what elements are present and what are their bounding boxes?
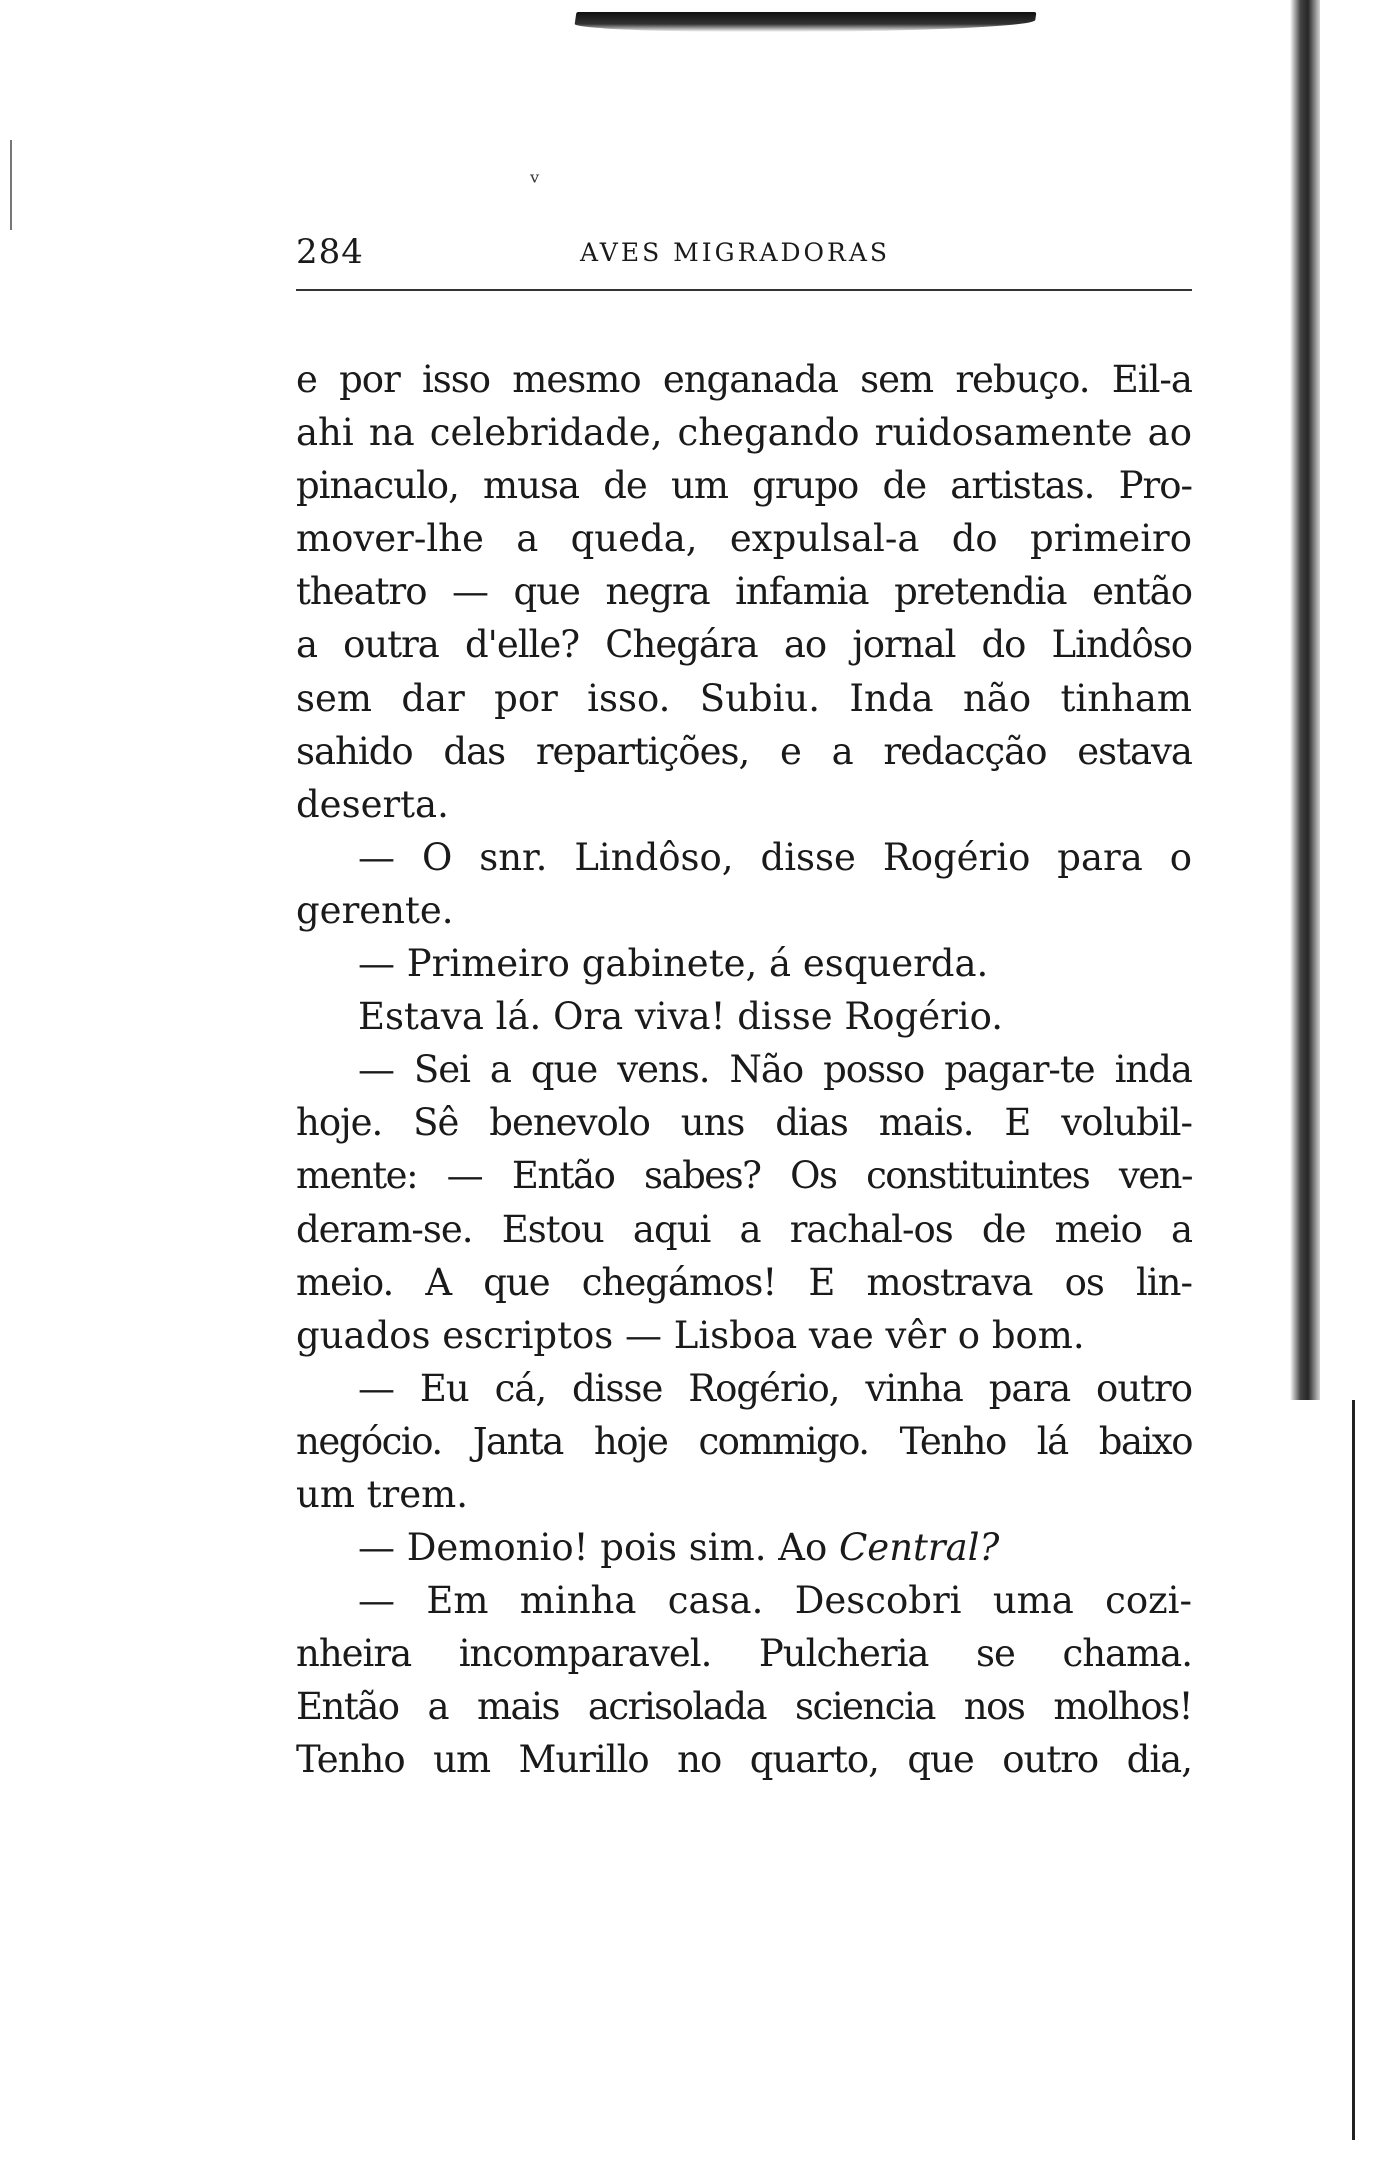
text-line: — O snr. Lindôso, disse Rogério para o — [358, 835, 1192, 879]
text-line: sahido das repartições, e a redacção estava — [296, 729, 1192, 773]
text-line: pinaculo, musa de um grupo de artistas. Pro- — [296, 464, 1192, 508]
text-line: — Sei a que vens. Não posso pagar-te inda — [358, 1048, 1192, 1092]
text-line: e por isso mesmo enganada sem rebuço. Eil-a — [296, 358, 1192, 401]
scan-speck: ᵛ — [530, 168, 540, 198]
text-line: negócio. Janta hoje commigo. Tenho lá baixo — [296, 1419, 1192, 1463]
text-line: deram-se. Estou aqui a rachal-os de meio a — [296, 1207, 1192, 1251]
text-line: nheira incomparavel. Pulcheria se chama. — [296, 1632, 1192, 1676]
text-line: mente: — Então sabes? Os constituintes ven- — [296, 1154, 1192, 1198]
text-line: mover-lhe a queda, expulsal-a do primeiro — [296, 517, 1192, 561]
text-line: Tenho um Murillo no quarto, que outro dia, — [296, 1738, 1192, 1782]
text-line: gerente. — [296, 888, 454, 932]
scan-mark-left — [10, 140, 12, 230]
page-header — [296, 228, 1192, 288]
italic-word: Central? — [838, 1526, 1000, 1570]
running-title: AVES MIGRADORAS — [580, 238, 891, 267]
header-rule — [296, 289, 1192, 291]
text-line: — Eu cá, disse Rogério, vinha para outro — [358, 1366, 1192, 1410]
text-line: — Primeiro gabinete, á esquerda. — [358, 942, 989, 986]
text-line: a outra d'elle? Chegára ao jornal do Lindôso — [296, 623, 1192, 667]
body-text — [296, 353, 1192, 1787]
text-line: Estava lá. Ora viva! disse Rogério. — [358, 995, 1004, 1039]
scan-shadow-right-edge — [1290, 0, 1320, 1400]
text-line: um trem. — [296, 1472, 468, 1516]
scan-shadow-right-line — [1352, 1400, 1355, 2140]
text-line: ahi na celebridade, chegando ruidosamente ao — [296, 411, 1192, 455]
text-line — [296, 1521, 1192, 1574]
text-line: sem dar por isso. Subiu. Inda não tinham — [296, 676, 1192, 720]
text-line: meio. A que chegámos! E mostrava os lin- — [296, 1260, 1192, 1304]
text-line: — Em minha casa. Descobri uma cozi- — [358, 1579, 1192, 1623]
text-line: theatro — que negra infamia pretendia então — [296, 570, 1192, 614]
text-line: Então a mais acrisolada sciencia nos molhos! — [296, 1685, 1192, 1729]
text-line-start: — Demonio! pois sim. Ao — [358, 1526, 839, 1570]
text-line: hoje. Sê benevolo uns dias mais. E volubil- — [296, 1101, 1192, 1145]
text-line: deserta. — [296, 782, 449, 826]
scan-shadow-top — [574, 12, 1037, 32]
page-number: 284 — [296, 232, 364, 272]
text-line: guados escriptos — Lisboa vae vêr o bom. — [296, 1313, 1085, 1357]
